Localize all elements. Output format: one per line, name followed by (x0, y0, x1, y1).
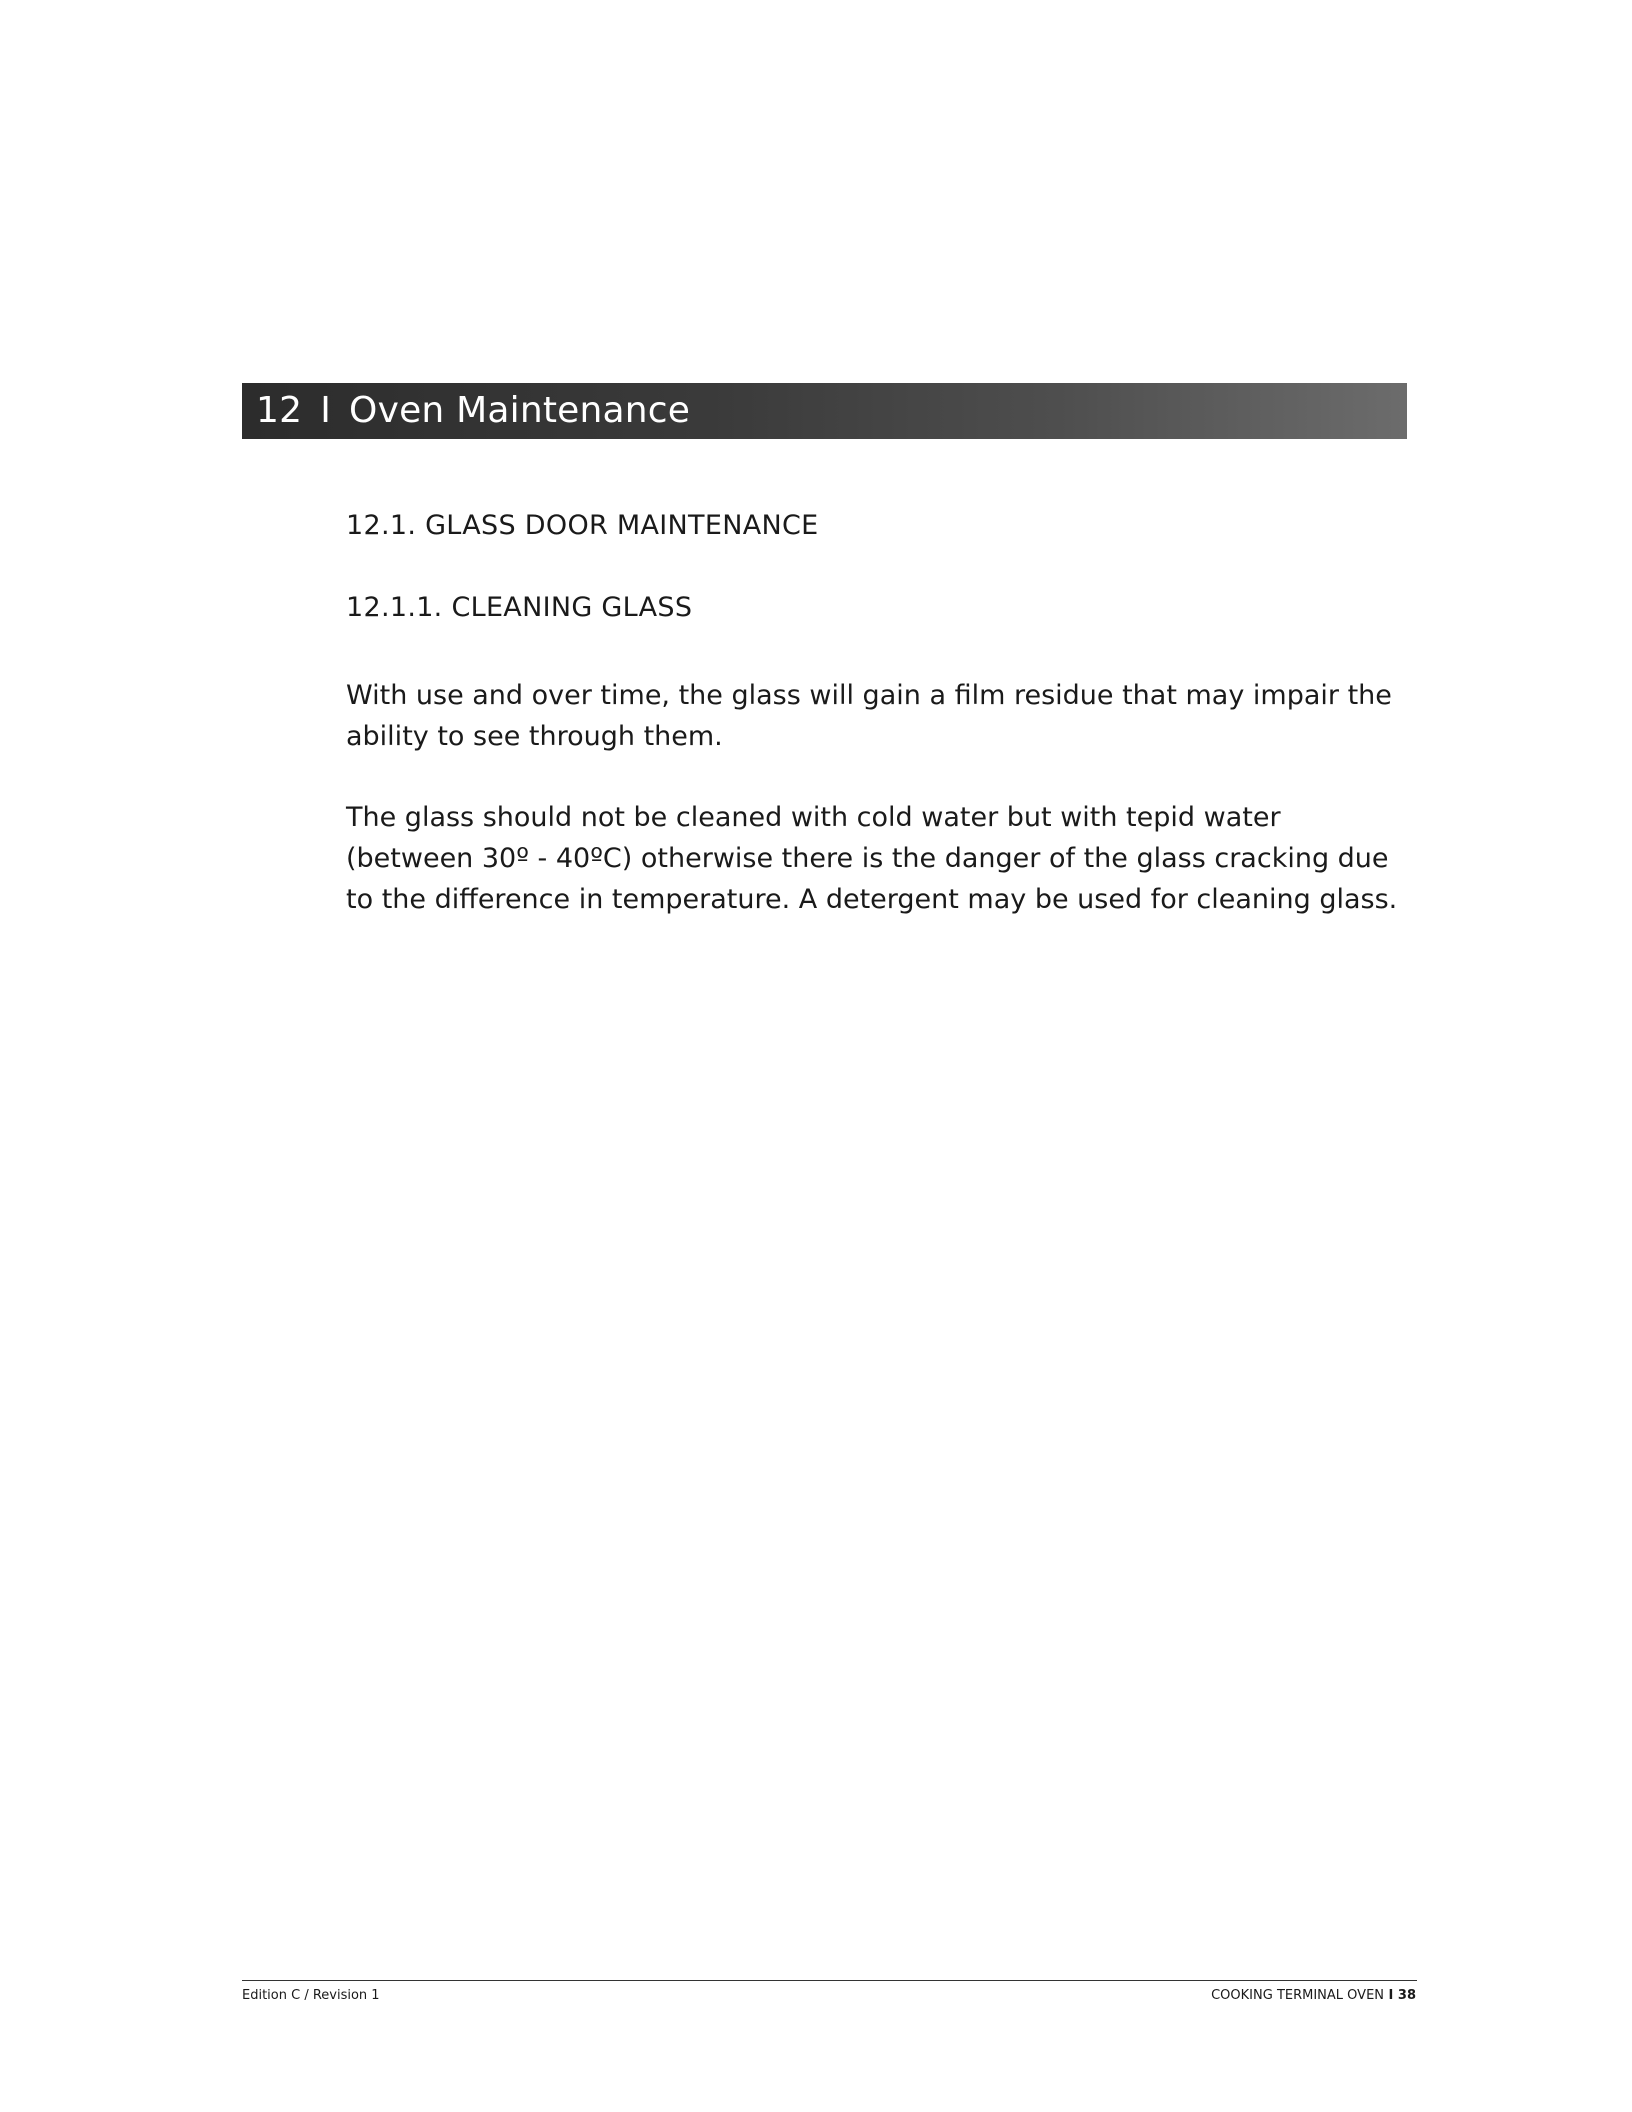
page-content (346, 510, 1406, 960)
footer-doc-title: COOKING TERMINAL OVEN (1211, 1988, 1385, 2003)
paragraph-film-residue: With use and over time, the glass will gain a film residue that may impair the ability to see through them. (346, 679, 1392, 752)
footer-edition: Edition C / Revision 1 (242, 1988, 380, 2003)
footer-page-info (1211, 1988, 1416, 2003)
chapter-separator: I (320, 390, 332, 431)
chapter-title: Oven Maintenance (349, 390, 691, 431)
footer-divider (242, 1980, 1417, 1981)
footer-page-number: 38 (1397, 1988, 1416, 2003)
chapter-number: 12 (256, 390, 303, 431)
footer-separator: I (1384, 1988, 1398, 2003)
chapter-header-bar (242, 383, 1407, 439)
paragraph-cleaning-instructions: The glass should not be cleaned with cold water but with tepid water (between 30º - 40ºC) otherwise there is the danger of the glass cracking due to the difference in temperature. A detergent may be used for cleaning glass. (346, 801, 1398, 915)
subsection-heading-cleaning-glass: 12.1.1. CLEANING GLASS (346, 592, 693, 624)
section-heading-glass-door-maintenance: 12.1. GLASS DOOR MAINTENANCE (346, 510, 819, 541)
